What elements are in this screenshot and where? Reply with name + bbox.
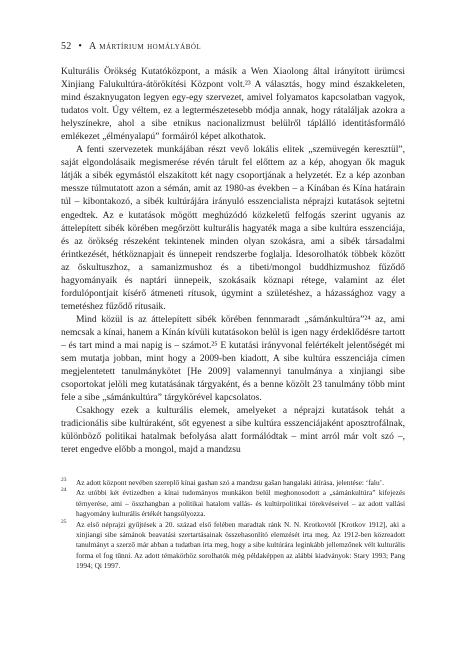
footnote-number: 24: [61, 487, 67, 494]
footnote-text: Az utóbbi két évtizedben a kínai tudományos munkákon belül meghonosodott a „sámánkultúra” kifejezés térnyerése, ami – összhangban a politikai hatalom vallás- és kultúrpolitikai törekvéseivel – az adott vallási hagyomány kulturális értékét hangsúlyozza.: [76, 488, 405, 519]
paragraph: A fenti szervezetek munkájában részt vevő lokális elitek „szemüvegén keresztül”, saját elgondolásaik megismerése révén tárult fel előttem az a kép, ahogyan ők maguk látják a sibék egymástól elszakított két nagy csoportjának a helyzetét. Ez a kép azonban messze túlmutatott azon a sémán, amit az 1980-as években – a Kínában és Kína határain túl – kibontakozó, a sibék kultúrájára irányuló esszencialista néprajzi kutatások sejtetni engedtek. Az e kutatások mögött meghúzódó közkeletű felfogás szerint ugyanis az áttelepített sibék körében megőrzött kulturális hagyaték maga a sibe kultúra esszenciája, és az örökség részeként tekintenek minden olyan szokásra, ami a sibék társadalmi érintkezését, hétköznapjait és ünnepeit rendszerbe foglalja. Idesorolhatók többek között az őskultuszhoz, a samanizmushoz és a tibeti/mongol buddhizmushoz fűződő hagyományaik és naptári ünnepeik, szokásaik köznapi rétege, valamint az élet fordulópontjait kísérő átmeneti rítusok, úgymint a születéshez, a házassághoz vagy a temetéshez fűződő rítusaik.: [61, 144, 405, 312]
footnote: [61, 488, 405, 519]
paragraph: Csakhogy ezek a kulturális elemek, amelyeket a néprajzi kutatások tehát a tradicionális sibe kultúraként, sőt egyenest a sibe kultúra esszenciájaként aposztrofálnak, különböző politikai hatalmak befolyása alatt formálódtak – mint arról már volt szó –, teret engedve előbb a mongol, majd a mandzsu: [61, 405, 405, 456]
footnote-text: Az adott központ nevében szereplő kínai gashan szó a mandzsu gašan hangalaki átírása, jelentése: ‘falu’.: [76, 478, 384, 487]
running-header: [61, 41, 201, 52]
paragraph: Mind közül is az áttelepített sibék körében fennmaradt „sámánkultúra”²⁴ az, ami nemcsak a kínai, hanem a Kínán kívüli kutatásokon belül is igen nagy érdeklődésre tartott – és tart mind a mai napig is – számot.²⁵ E kutatási irányvonal felértékelt jelentőségét mi sem mutatja jobban, mint hogy a 2009-ben kiadott, A sibe kultúra esszenciája címen megjelentetett tanulmánykötet [He 2009] valamennyi tanulmánya a xinjiangi sibe csoportokat jelöli meg kutatásának tárgyaként, és a benne közölt 23 tanulmány több mint fele a sibe „sámánkultúra” tárgykörével kapcsolatos.: [61, 313, 405, 404]
footnote-text: Az első néprajzi gyűjtések a 20. század első felében maradtak ránk N. N. Krotkovtól [Krotkov 1912], aki a xinjiangi sibe sámánok beavatási szertartásainak összehasonlító elemzését írta meg. Az 1912-ben közreadott tanulmányt a szerző már abban a tudatban írta meg, hogy a sibe kultúrára leginkább jellemzőnek vélt kulturális forma el fog tűnni. Az adott témakörhöz sorolhatók még példaképpen az alábbi kiadványok: Stary 1993; Pang 1994; Qi 1997.: [76, 519, 405, 571]
footnote-number: 23: [61, 477, 67, 483]
body-text: [61, 65, 405, 456]
header-bullet: •: [78, 41, 83, 52]
running-title: A mártírium homályából: [89, 41, 202, 52]
footnote: [61, 520, 405, 572]
footnote-number: 25: [61, 518, 67, 525]
footnote: [61, 478, 405, 488]
paragraph: Kulturális Örökség Kutatóközpont, a másik a Wen Xiaolong által irányított ürümcsi Xinjiang Falukultúra-átörökítési Központ volt.²³ A választás, hogy mind északkeleten, mind északnyugaton legyen egy-egy szervezet, amivel folyamatos kapcsolatban vagyok, tudatos volt. Úgy véltem, ez a legtermészetesebb módja annak, hogy rátaláljak azokra a helyszínekre, ahol a sibe etnikus nacionalizmust belülről táplálló identitásformáló emlékezet „élményalapú” formáiról képet alkothatok.: [61, 66, 405, 143]
page-number: 52: [61, 41, 72, 52]
footnotes: [61, 478, 405, 572]
